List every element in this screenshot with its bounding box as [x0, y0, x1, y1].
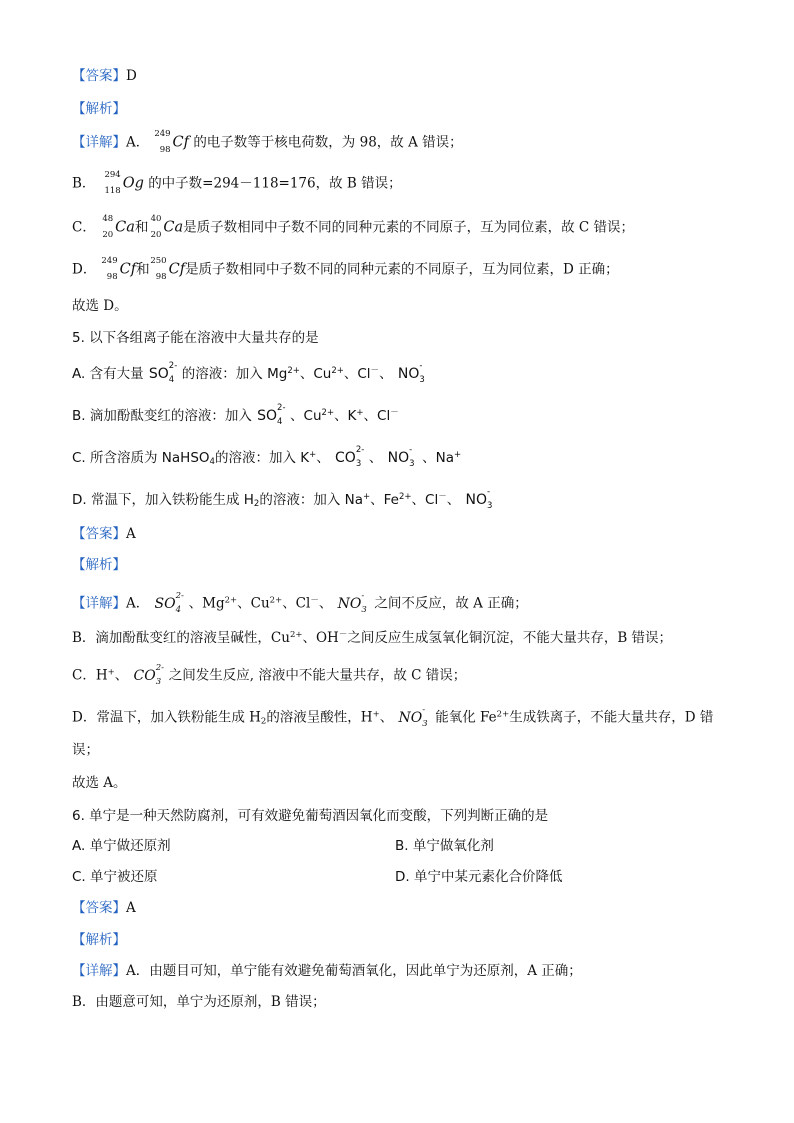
analysis-tag: 【解析】	[72, 932, 126, 948]
text: 的溶液呈酸性，H	[266, 709, 373, 726]
element-symbol: Og	[122, 175, 144, 192]
q5-option-a	[72, 362, 432, 386]
q4-d-prefix: D．	[72, 261, 97, 278]
text: 生成铁离子，不能大量共存，D 错	[509, 709, 714, 726]
element-symbol: Cf	[172, 134, 190, 151]
text: 的溶液：加入 Na	[259, 492, 364, 508]
text: 的溶液：加入 Mg	[181, 366, 288, 382]
q6-stem: 6. 单宁是一种天然防腐剂，可有效避免葡萄酒因氧化而变酸，下列判断正确的是	[72, 808, 549, 824]
charge: 2+	[496, 709, 510, 720]
isotope-cf249: 249 98	[154, 129, 171, 155]
element-symbol: Cf	[119, 261, 137, 278]
q6-analysis-line	[72, 930, 126, 950]
text: C．H	[72, 667, 108, 684]
text: 、	[114, 667, 129, 684]
q5-detail-d-cont: 误；	[72, 742, 99, 758]
detail-tag: 【详解】	[72, 134, 126, 151]
text: 、Cu	[299, 366, 332, 382]
analysis-tag: 【解析】	[72, 557, 126, 573]
text: 、Fe	[370, 492, 399, 508]
q5-option-c	[72, 446, 461, 470]
charge: +	[107, 667, 115, 678]
q4-conclusion: 故选 D。	[72, 298, 128, 314]
q4-answer-line	[72, 66, 137, 86]
q4-detail-c	[72, 216, 634, 240]
q6-option-c: C. 单宁被还原	[72, 869, 158, 885]
isotope-ca40: 40 20	[150, 214, 162, 240]
q5-option-d	[72, 488, 500, 512]
ion-carbonate: CO 2- 3	[133, 663, 165, 687]
charge: 2+	[331, 366, 344, 376]
text: D. 常温下，加入铁粉能生成 H	[72, 492, 254, 508]
text: C. 所含溶质为 NaHSO	[72, 450, 210, 466]
q5-conclusion: 故选 A。	[72, 775, 127, 791]
conjunction: 和	[136, 261, 150, 278]
q6-option-d: D. 单宁中某元素化合价降低	[395, 869, 563, 885]
q4-c-text: 是质子数相同中子数不同的同种元素的不同原子，互为同位素，故 C 错误；	[183, 219, 635, 236]
text: 的溶液：加入 K	[214, 450, 310, 466]
charge: +	[309, 450, 317, 460]
subscript: 2	[260, 716, 267, 727]
charge: +	[454, 450, 462, 460]
text: 、Mg	[188, 595, 225, 612]
answer-tag: 【答案】	[72, 68, 126, 84]
ion-nitrate: NO - 3	[387, 445, 415, 469]
q5-detail-d	[72, 706, 713, 730]
charge: －	[390, 408, 399, 418]
charge: －	[310, 595, 319, 606]
q4-d-text: 是质子数相同中子数不同的同种元素的不同原子，互为同位素，D 正确；	[185, 261, 619, 278]
q6-detail-a	[72, 961, 582, 981]
element-symbol: Ca	[115, 219, 135, 236]
ion-sulfate: SO 2- 4	[154, 591, 184, 615]
detail-tag: 【详解】	[72, 963, 126, 979]
q4-a-prefix: A．	[126, 134, 150, 151]
text: 能氧化 Fe	[435, 709, 497, 726]
q6-option-b: B. 单宁做氧化剂	[395, 838, 494, 854]
detail-tag: 【详解】	[72, 595, 126, 612]
q4-detail-d	[72, 258, 619, 282]
q5-detail-c	[72, 664, 466, 688]
ion-nitrate: NO - 3	[465, 487, 493, 511]
charge: +	[363, 492, 371, 502]
text: B．滴加酚酞变红的溶液呈碱性，Cu	[72, 630, 290, 646]
conjunction: 和	[134, 219, 149, 236]
text: 、	[379, 366, 393, 382]
text: 、	[318, 595, 333, 612]
q6-answer-line	[72, 898, 136, 918]
answer-tag: 【答案】	[72, 526, 126, 542]
text: 、	[446, 492, 461, 508]
subscript: 4	[209, 457, 215, 467]
charge: +	[372, 709, 380, 720]
q4-a-text: 的电子数等于核电荷数，为 98，故 A 错误；	[193, 134, 463, 151]
text: D．常温下，加入铁粉能生成 H	[72, 709, 261, 726]
ion-nitrate: NO - 3	[337, 591, 367, 615]
isotope-og294: 294 118	[104, 170, 121, 196]
text: 、Cl	[343, 366, 371, 382]
ion-carbonate: CO 2- 3	[335, 445, 365, 469]
text: 、K	[334, 408, 357, 424]
q5-option-b	[72, 404, 399, 428]
charge: －	[338, 630, 348, 640]
text: A．由题目可知，单宁能有效避免葡萄酒氧化，因此单宁为还原剂，A 正确；	[126, 963, 582, 979]
q4-detail-a	[72, 131, 463, 155]
charge: 2+	[287, 366, 300, 376]
isotope-cf249: 249 98	[101, 256, 118, 282]
q4-analysis-line	[72, 99, 126, 119]
charge: +	[356, 408, 364, 418]
text: 、OH	[302, 630, 339, 646]
q5-analysis-line	[72, 555, 126, 575]
text: 、Cu	[237, 595, 270, 612]
text: A．	[126, 595, 150, 612]
charge: 2+	[321, 408, 335, 418]
text: 、	[368, 450, 383, 466]
q5-answer: A	[126, 526, 136, 542]
text: 之间反应生成氢氧化铜沉淀，不能大量共存，B 错误；	[347, 630, 673, 646]
charge: 2+	[269, 595, 283, 606]
q6-detail-b: B．由题意可知，单宁为还原剂，B 错误；	[72, 994, 326, 1010]
q4-answer: D	[126, 68, 137, 84]
text: 、	[316, 450, 330, 466]
ion-sulfate: SO 2- 4	[148, 361, 178, 385]
text: A. 含有大量	[72, 366, 144, 382]
text: 、Cl	[282, 595, 311, 612]
subscript: 2	[253, 499, 260, 509]
text: 、Cl	[411, 492, 439, 508]
analysis-tag: 【解析】	[72, 101, 126, 117]
text: 、Na	[422, 450, 454, 466]
q5-stem: 5. 以下各组离子能在溶液中大量共存的是	[72, 330, 319, 346]
text: 之间不反应，故 A 正确；	[374, 595, 528, 612]
isotope-ca48: 48 20	[102, 214, 114, 240]
charge: 2+	[224, 595, 238, 606]
q6-answer: A	[126, 900, 136, 916]
answer-tag: 【答案】	[72, 900, 126, 916]
element-symbol: Ca	[163, 219, 184, 236]
q5-detail-a	[72, 592, 528, 616]
charge: －	[438, 492, 447, 502]
q4-c-prefix: C．	[72, 219, 96, 236]
q5-answer-line	[72, 524, 136, 544]
ion-sulfate: SO 2- 4	[257, 403, 286, 427]
charge: 2+	[398, 492, 412, 502]
q4-b-text: 的中子数=294－118=176，故 B 错误；	[148, 175, 402, 192]
isotope-cf250: 250 98	[150, 256, 167, 282]
q4-detail-b	[72, 172, 402, 196]
text: 、	[379, 709, 394, 726]
charge: 2+	[289, 630, 303, 640]
charge: －	[370, 366, 380, 376]
text: 、Cu	[290, 408, 322, 424]
q6-option-a: A. 单宁做还原剂	[72, 838, 171, 854]
ion-nitrate: NO - 3	[398, 705, 428, 729]
q4-b-prefix: B．	[72, 175, 96, 192]
element-symbol: Cf	[168, 261, 186, 278]
text: B. 滴加酚酞变红的溶液：加入	[72, 408, 252, 424]
text: 之间发生反应, 溶液中不能大量共存，故 C 错误；	[168, 667, 467, 684]
ion-nitrate: NO - 3	[397, 361, 425, 385]
text: 、Cl	[363, 408, 391, 424]
q5-detail-b	[72, 628, 672, 648]
